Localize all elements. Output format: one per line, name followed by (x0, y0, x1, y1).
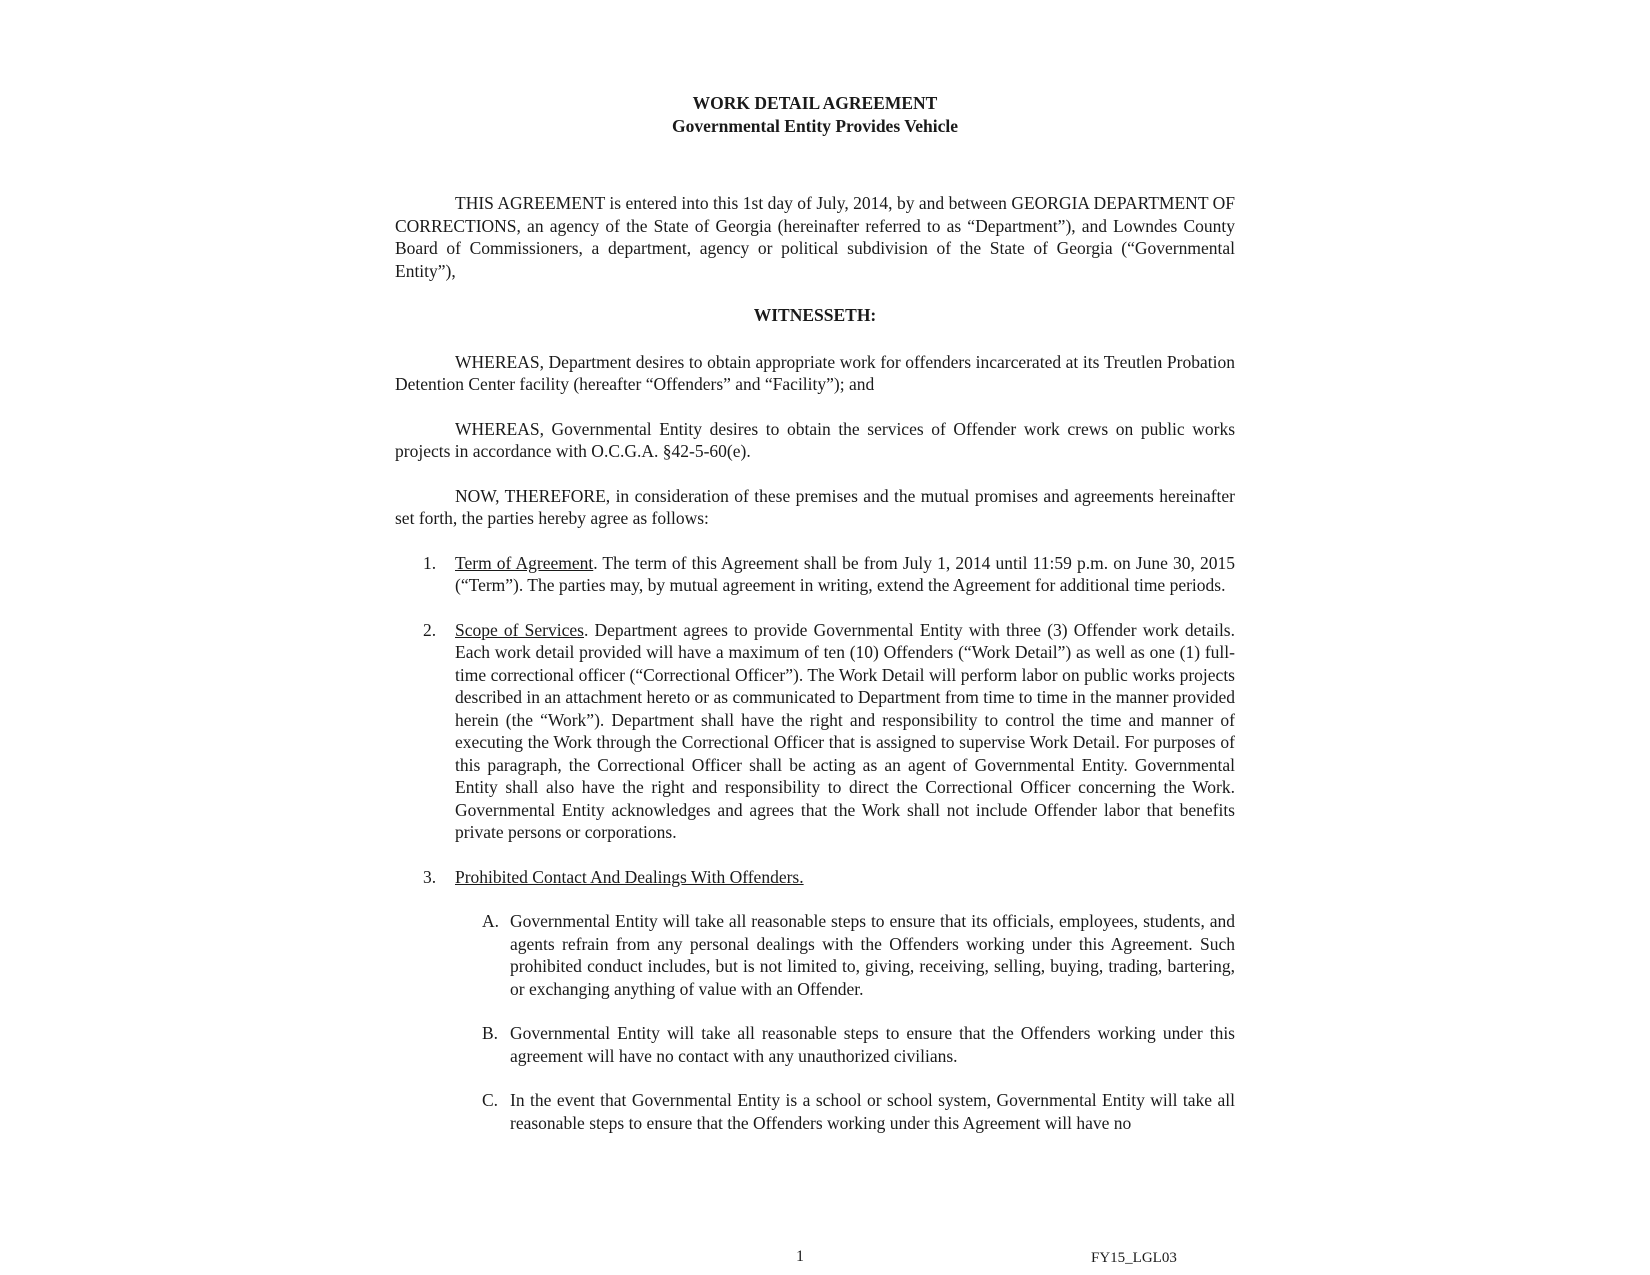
subsection-letter: C. (482, 1090, 499, 1110)
witnesseth-heading: WITNESSETH: (753, 305, 877, 325)
section-scope-of-services (395, 619, 1235, 844)
whereas-paragraph-1: WHEREAS, Department desires to obtain appropriate work for offenders incarcerated at its Treutlen Probation Detention Center facility (hereafter “Offenders” and “Facility”); and (395, 351, 1235, 394)
now-therefore-paragraph: NOW, THEREFORE, in consideration of these premises and the mutual promises and agreements hereinafter set forth, the parties hereby agree as follows: (395, 485, 1235, 528)
subsection-c (395, 1089, 1235, 1134)
document-body (395, 92, 1235, 1156)
document-title: WORK DETAIL AGREEMENT (692, 93, 938, 113)
subsection-text: In the event that Governmental Entity is a school or school system, Governmental Entity will take all reasonable steps to ensure that the Offenders working under this Agreement will have no (510, 1090, 1235, 1133)
section-heading: Scope of Services (455, 619, 584, 640)
document-code: FY15_LGL03 (1091, 1250, 1177, 1266)
subsection-text: Governmental Entity will take all reasonable steps to ensure that its officials, employees, students, and agents refrain from any personal dealings with the Offenders working under this Agreement. Such prohibited conduct includes, but is not limited to, giving, receiving, selling, buying, trading, bartering, or exchanging anything of value with an Offender. (510, 911, 1235, 999)
subsection-letter: B. (482, 1023, 499, 1043)
section-body: . The term of this Agreement shall be from July 1, 2014 until 11:59 p.m. on June 30, 2015 (“Term”). The parties may, by mutual agreement in writing, extend the Agreement for additional time periods. (455, 552, 1235, 595)
page-number: 1 (796, 1248, 804, 1265)
section-number: 3. (423, 866, 437, 887)
whereas-paragraph-2: WHEREAS, Governmental Entity desires to obtain the services of Offender work crews on public works projects in accordance with O.C.G.A. §42-5-60(e). (395, 418, 1235, 461)
intro-paragraph: THIS AGREEMENT is entered into this 1st day of July, 2014, by and between GEORGIA DEPARTMENT OF CORRECTIONS, an agency of the State of Georgia (hereinafter referred to as “Department”), and Lowndes County Board of Commissioners, a department, agency or political subdivision of the State of Georgia (“Governmental Entity”), (395, 193, 1235, 281)
section-heading: Prohibited Contact And Dealings With Offenders. (455, 866, 804, 887)
section-body: . Department agrees to provide Governmental Entity with three (3) Offender work details. Each work detail provided will have a maximum of ten (10) Offenders (“Work Detail”) as well as one (1) full-time correctional officer (“Correctional Officer”). The Work Detail will perform labor on public works projects described in an attachment hereto or as communicated to Department from time to time in the manner provided herein (the “Work”). Department shall have the right and responsibility to control the time and manner of executing the Work through the Correctional Officer that is assigned to supervise Work Detail. For purposes of this paragraph, the Correctional Officer shall be acting as an agent of Governmental Entity. Governmental Entity shall also have the right and responsibility to direct the Correctional Officer concerning the Work. Governmental Entity acknowledges and agrees that the Work shall not include Offender labor that benefits private persons or corporations. (455, 619, 1235, 842)
section-number: 2. (423, 619, 437, 640)
section-term-of-agreement (395, 552, 1235, 597)
document-subtitle: Governmental Entity Provides Vehicle (672, 116, 958, 136)
subsection-a (395, 910, 1235, 1000)
section-number: 1. (423, 552, 437, 573)
section-prohibited-contact (395, 866, 1235, 889)
subsection-text: Governmental Entity will take all reasonable steps to ensure that the Offenders working under this agreement will have no contact with any unauthorized civilians. (510, 1023, 1235, 1066)
section-heading: Term of Agreement (455, 552, 594, 573)
subsection-b (395, 1022, 1235, 1067)
subsection-letter: A. (482, 911, 500, 931)
